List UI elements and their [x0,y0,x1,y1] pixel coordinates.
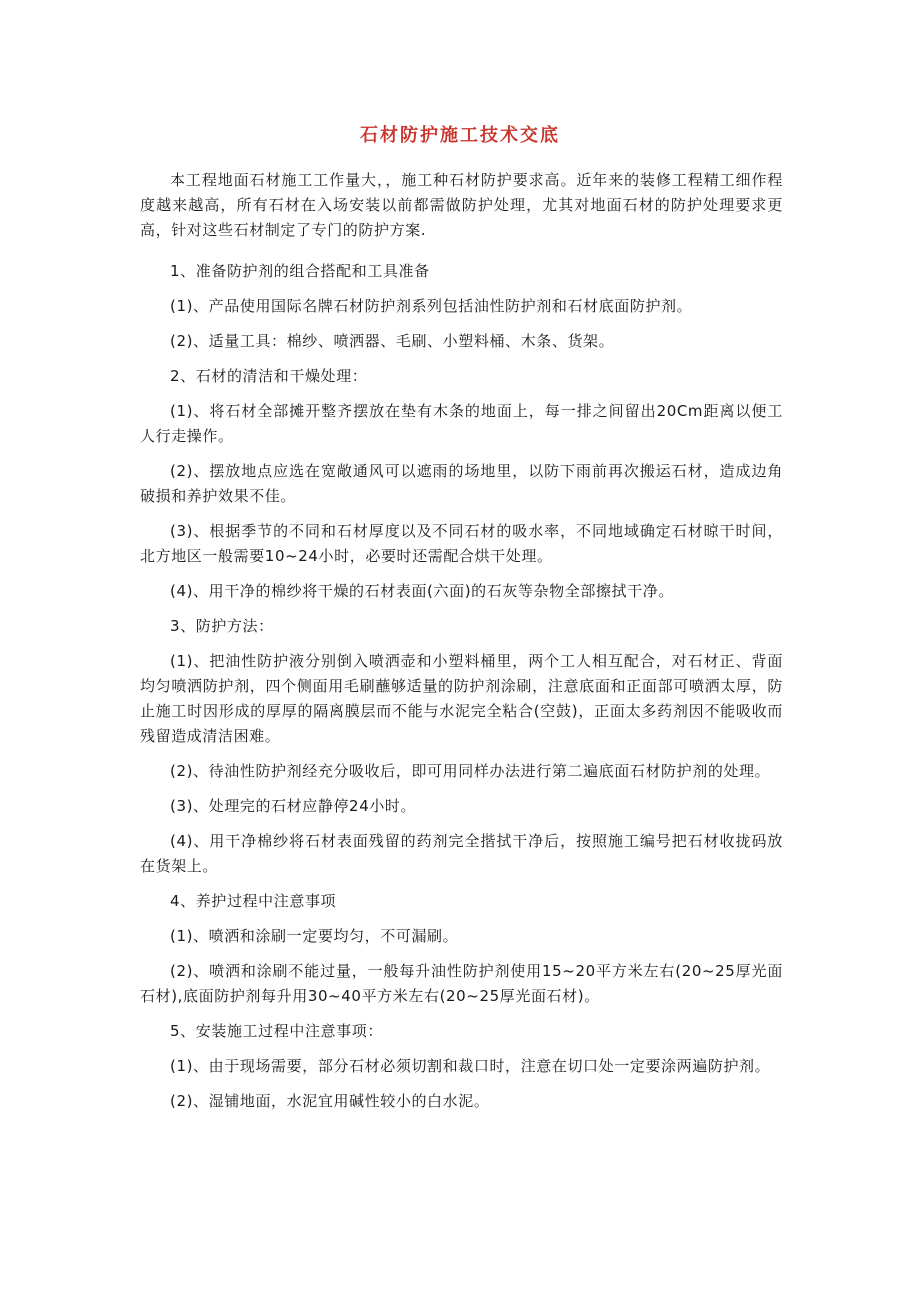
section-3-item: (2)、待油性防护剂经充分吸收后，即可用同样办法进行第二遍底面石材防护剂的处理。 [170,762,771,780]
section-3-heading: 3、防护方法： [170,617,274,635]
document-title: 石材防护施工技术交底 [360,125,560,146]
section-4-item: (1)、喷洒和涂刷一定要均匀，不可漏刷。 [170,927,459,945]
section-1-item: (2)、适量工具：棉纱、喷洒器、毛刷、小塑料桶、木条、货架。 [170,332,615,350]
section-4-item: (2)、喷洒和涂刷不能过量，一般每升油性防护剂使用15~20平方米左右(20~25厚光面石材),底面防护剂每升用30~40平方米左右(20~25厚光面石材)。 [140,962,783,1005]
intro-paragraph: 本工程地面石材施工工作量大，，施工种石材防护要求高。近年来的装修工程精工细作程度越来越高，所有石材在入场安装以前都需做防护处理，尤其对地面石材的防护处理要求更高，针对这些石材制定了专门的防护方案. [140,171,783,239]
section-2-item: (4)、用干净的棉纱将干燥的石材表面(六面)的石灰等杂物全部擦拭干净。 [170,582,674,600]
section-3-item: (4)、用干净棉纱将石材表面残留的药剂完全揩拭干净后，按照施工编号把石材收拢码放在货架上。 [140,832,783,875]
section-4-heading: 4、养护过程中注意事项 [170,892,337,910]
section-1-item: (1)、产品使用国际名牌石材防护剂系列包括油性防护剂和石材底面防护剂。 [170,297,693,315]
section-2-item: (3)、根据季节的不同和石材厚度以及不同石材的吸水率，不同地域确定石材晾干时间，北方地区一般需要10~24小时，必要时还需配合烘干处理。 [140,522,783,565]
document-body [140,168,783,1124]
section-3-item: (1)、把油性防护液分别倒入喷洒壶和小塑料桶里，两个工人相互配合，对石材正、背面均匀喷洒防护剂，四个侧面用毛刷蘸够适量的防护剂涂刷，注意底面和正面部可喷洒太厚，防止施工时因形成的厚厚的隔离膜层而不能与水泥完全粘合(空鼓)，正面太多药剂因不能吸收而残留造成清洁困难。 [140,652,783,745]
section-5-item: (2)、湿铺地面，水泥宜用碱性较小的白水泥。 [170,1092,490,1110]
section-5-item: (1)、由于现场需要，部分石材必须切割和裁口时，注意在切口处一定要涂两遍防护剂。 [170,1057,771,1075]
section-1-heading: 1、准备防护剂的组合搭配和工具准备 [170,262,430,280]
section-3-item: (3)、处理完的石材应静停24小时。 [170,797,417,815]
section-5-heading: 5、安装施工过程中注意事项： [170,1022,383,1040]
section-2-heading: 2、石材的清洁和干燥处理： [170,367,368,385]
section-2-item: (1)、将石材全部摊开整齐摆放在垫有木条的地面上，每一排之间留出20Cm距离以便工人行走操作。 [140,402,783,445]
section-2-item: (2)、摆放地点应选在宽敞通风可以遮雨的场地里，以防下雨前再次搬运石材，造成边角破损和养护效果不佳。 [140,462,783,505]
